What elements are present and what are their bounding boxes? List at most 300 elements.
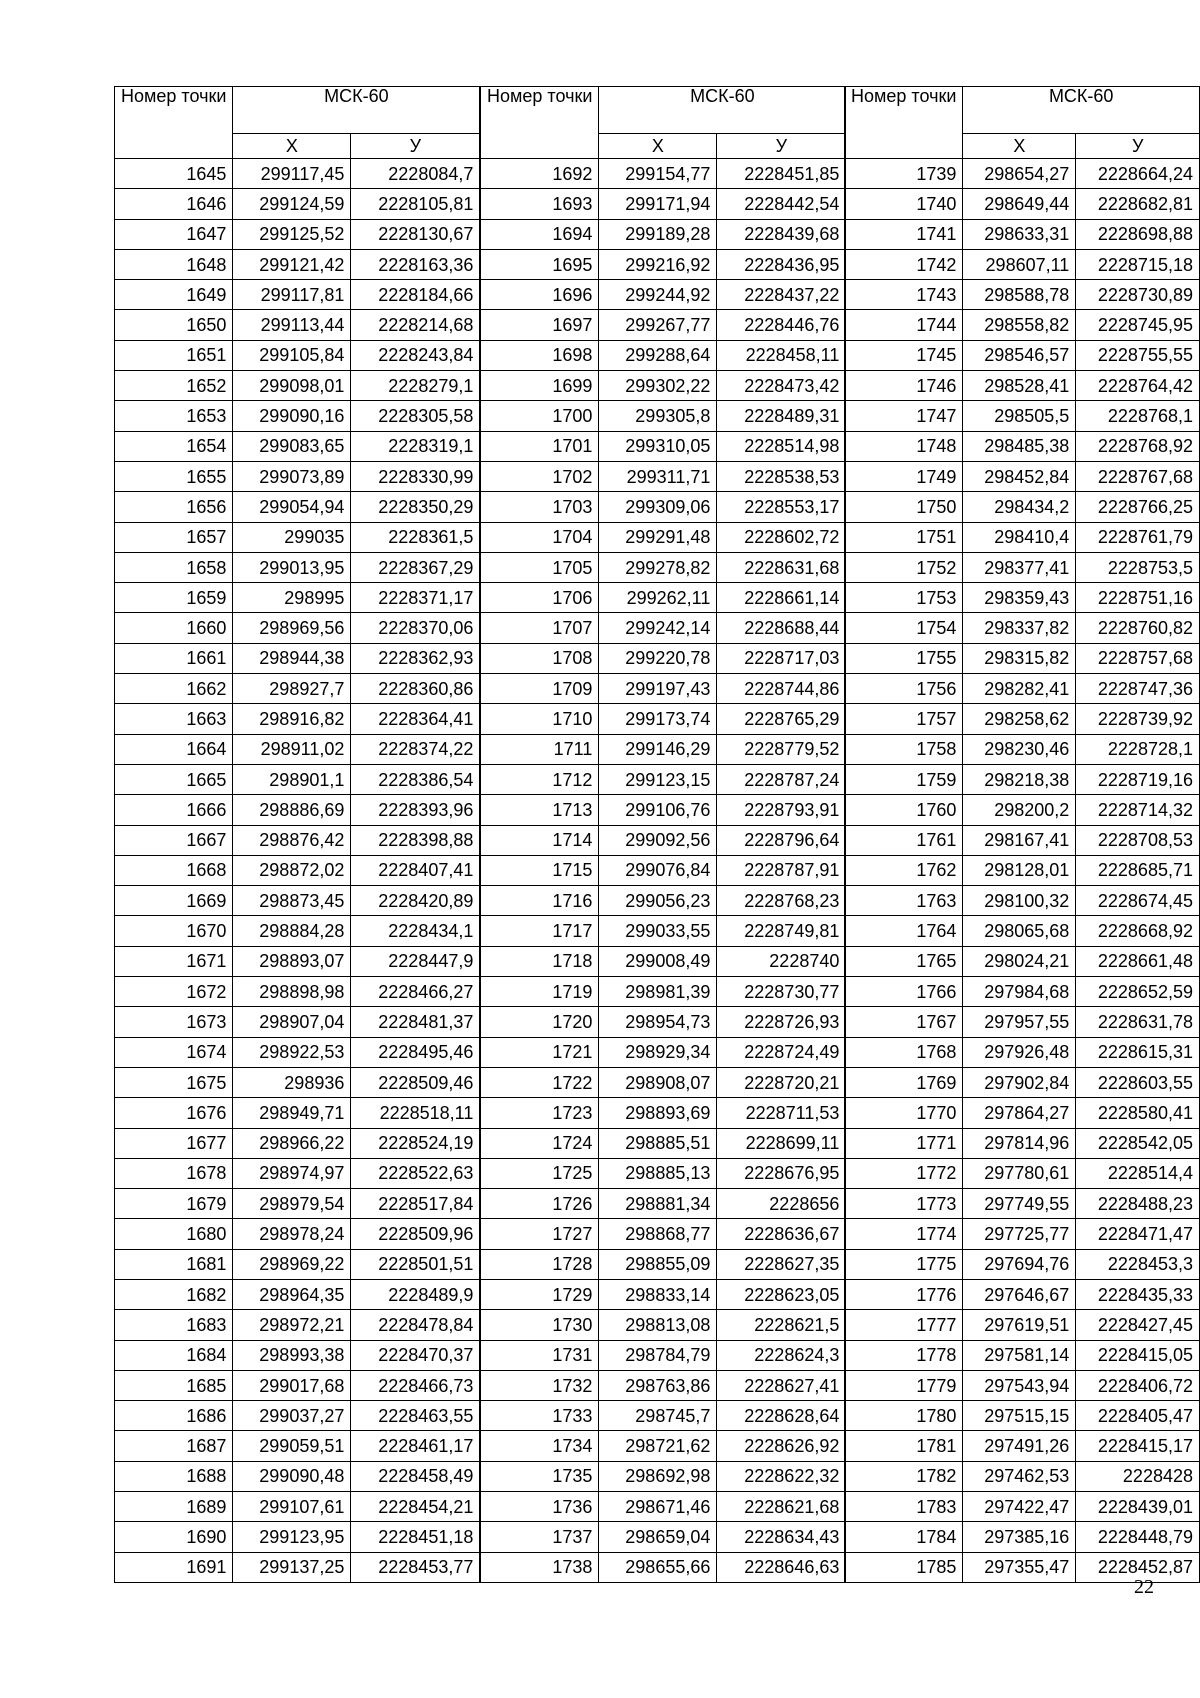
- table-row: [481, 1492, 846, 1522]
- point-number-cell: 1757: [845, 704, 963, 734]
- x-coordinate-cell: 298218,38: [963, 764, 1076, 794]
- point-number-cell: 1720: [481, 1007, 599, 1037]
- point-number-cell: 1659: [115, 583, 233, 613]
- coordinate-system-header: МСК-60: [233, 87, 480, 134]
- point-number-cell: 1733: [481, 1401, 599, 1431]
- y-coordinate-cell: 2228664,24: [1076, 159, 1200, 189]
- y-coordinate-cell: 2228360,86: [351, 674, 480, 704]
- y-coordinate-cell: 2228509,46: [351, 1067, 480, 1097]
- point-number-cell: 1687: [115, 1431, 233, 1461]
- table-row: [481, 249, 846, 279]
- y-coordinate-cell: 2228415,17: [1076, 1431, 1200, 1461]
- point-number-cell: 1783: [845, 1492, 963, 1522]
- y-coordinate-cell: 2228714,32: [1076, 795, 1200, 825]
- x-coordinate-cell: 298868,77: [599, 1219, 717, 1249]
- point-number-cell: 1667: [115, 825, 233, 855]
- x-coordinate-cell: 298721,62: [599, 1431, 717, 1461]
- x-coordinate-cell: 297957,55: [963, 1007, 1076, 1037]
- x-coordinate-cell: 299107,61: [233, 1492, 351, 1522]
- y-coordinate-cell: 2228461,17: [351, 1431, 480, 1461]
- table-row: [845, 916, 1200, 946]
- x-coordinate-cell: 298944,38: [233, 643, 351, 673]
- x-coordinate-cell: 299242,14: [599, 613, 717, 643]
- y-coordinate-cell: 2228350,29: [351, 492, 480, 522]
- y-coordinate-cell: 2228084,7: [351, 159, 480, 189]
- y-coordinate-cell: 2228407,41: [351, 855, 480, 885]
- x-coordinate-cell: 299098,01: [233, 371, 351, 401]
- y-coordinate-cell: 2228603,55: [1076, 1067, 1200, 1097]
- table-row: [845, 734, 1200, 764]
- point-number-cell: 1672: [115, 977, 233, 1007]
- x-coordinate-cell: 298410,4: [963, 522, 1076, 552]
- x-coordinate-cell: 297749,55: [963, 1189, 1076, 1219]
- point-number-cell: 1745: [845, 340, 963, 370]
- point-number-cell: 1738: [481, 1552, 599, 1582]
- x-coordinate-cell: 298884,28: [233, 916, 351, 946]
- table-row: [845, 431, 1200, 461]
- point-number-cell: 1653: [115, 401, 233, 431]
- table-row: [481, 189, 846, 219]
- y-coordinate-cell: 2228749,81: [717, 916, 846, 946]
- x-coordinate-cell: 299305,8: [599, 401, 717, 431]
- table-row: [115, 189, 480, 219]
- y-coordinate-cell: 2228699,11: [717, 1128, 846, 1158]
- point-number-cell: 1705: [481, 552, 599, 582]
- table-row: [481, 431, 846, 461]
- y-coordinate-cell: 2228501,51: [351, 1249, 480, 1279]
- table-row: [845, 159, 1200, 189]
- y-coordinate-cell: 2228767,68: [1076, 461, 1200, 491]
- y-coordinate-cell: 2228442,54: [717, 189, 846, 219]
- point-number-cell: 1677: [115, 1128, 233, 1158]
- table-row: [845, 340, 1200, 370]
- y-coordinate-cell: 2228319,1: [351, 431, 480, 461]
- x-coordinate-cell: 299037,27: [233, 1401, 351, 1431]
- table-row: [845, 704, 1200, 734]
- point-number-cell: 1782: [845, 1461, 963, 1491]
- table-row: [115, 492, 480, 522]
- y-coordinate-cell: 2228362,93: [351, 643, 480, 673]
- point-number-cell: 1648: [115, 249, 233, 279]
- table-row: [115, 1219, 480, 1249]
- y-coordinate-cell: 2228439,01: [1076, 1492, 1200, 1522]
- y-coordinate-cell: 2228243,84: [351, 340, 480, 370]
- point-number-cell: 1737: [481, 1522, 599, 1552]
- table-row: [481, 1401, 846, 1431]
- y-coordinate-cell: 2228434,1: [351, 916, 480, 946]
- table-row: [115, 795, 480, 825]
- x-coordinate-cell: 299124,59: [233, 189, 351, 219]
- coordinates-table-2: [480, 86, 846, 1583]
- y-coordinate-cell: 2228656: [717, 1189, 846, 1219]
- point-number-cell: 1753: [845, 583, 963, 613]
- x-coordinate-cell: 298966,22: [233, 1128, 351, 1158]
- point-number-cell: 1709: [481, 674, 599, 704]
- y-coordinate-cell: 2228720,21: [717, 1067, 846, 1097]
- y-coordinate-cell: 2228688,44: [717, 613, 846, 643]
- x-coordinate-cell: 297462,53: [963, 1461, 1076, 1491]
- x-coordinate-cell: 298981,39: [599, 977, 717, 1007]
- point-number-cell: 1708: [481, 643, 599, 673]
- table-row: [481, 1310, 846, 1340]
- table-row: [481, 310, 846, 340]
- table-row: [115, 764, 480, 794]
- table-row: [845, 1067, 1200, 1097]
- point-number-cell: 1761: [845, 825, 963, 855]
- table-row: [115, 1098, 480, 1128]
- point-number-cell: 1774: [845, 1219, 963, 1249]
- table-row: [115, 1249, 480, 1279]
- point-number-cell: 1680: [115, 1219, 233, 1249]
- x-column-header: Х: [963, 134, 1076, 159]
- y-coordinate-cell: 2228745,95: [1076, 310, 1200, 340]
- table-row: [481, 946, 846, 976]
- point-number-cell: 1711: [481, 734, 599, 764]
- y-coordinate-cell: 2228652,59: [1076, 977, 1200, 1007]
- table-row: [115, 1279, 480, 1309]
- y-coordinate-cell: 2228489,31: [717, 401, 846, 431]
- table-row: [115, 886, 480, 916]
- point-number-cell: 1669: [115, 886, 233, 916]
- table-row: [845, 1370, 1200, 1400]
- y-coordinate-cell: 2228747,36: [1076, 674, 1200, 704]
- y-coordinate-cell: 2228698,88: [1076, 219, 1200, 249]
- point-number-cell: 1656: [115, 492, 233, 522]
- x-coordinate-cell: 299105,84: [233, 340, 351, 370]
- table-row: [115, 280, 480, 310]
- y-coordinate-cell: 2228538,53: [717, 461, 846, 491]
- point-number-cell: 1767: [845, 1007, 963, 1037]
- x-coordinate-cell: 298922,53: [233, 1037, 351, 1067]
- point-number-cell: 1755: [845, 643, 963, 673]
- x-coordinate-cell: 299123,15: [599, 764, 717, 794]
- point-number-cell: 1778: [845, 1340, 963, 1370]
- point-number-cell: 1777: [845, 1310, 963, 1340]
- y-coordinate-cell: 2228621,5: [717, 1310, 846, 1340]
- x-coordinate-cell: 298258,62: [963, 704, 1076, 734]
- x-coordinate-cell: 298969,22: [233, 1249, 351, 1279]
- table-row: [845, 977, 1200, 1007]
- y-column-header: У: [1076, 134, 1200, 159]
- table-row: [115, 704, 480, 734]
- x-coordinate-cell: 298954,73: [599, 1007, 717, 1037]
- point-number-cell: 1716: [481, 886, 599, 916]
- x-coordinate-cell: 298654,27: [963, 159, 1076, 189]
- point-number-cell: 1756: [845, 674, 963, 704]
- point-number-cell: 1684: [115, 1340, 233, 1370]
- x-coordinate-cell: 299220,78: [599, 643, 717, 673]
- table-row: [115, 1492, 480, 1522]
- point-number-cell: 1706: [481, 583, 599, 613]
- x-coordinate-cell: 298893,69: [599, 1098, 717, 1128]
- point-number-cell: 1721: [481, 1037, 599, 1067]
- x-coordinate-cell: 299083,65: [233, 431, 351, 461]
- table-row: [481, 583, 846, 613]
- table-row: [845, 461, 1200, 491]
- point-number-cell: 1741: [845, 219, 963, 249]
- table-row: [115, 371, 480, 401]
- table-row: [845, 1431, 1200, 1461]
- point-number-cell: 1749: [845, 461, 963, 491]
- x-coordinate-cell: 298881,34: [599, 1189, 717, 1219]
- x-coordinate-cell: 298978,24: [233, 1219, 351, 1249]
- y-coordinate-cell: 2228105,81: [351, 189, 480, 219]
- y-coordinate-cell: 2228509,96: [351, 1219, 480, 1249]
- y-coordinate-cell: 2228755,55: [1076, 340, 1200, 370]
- point-number-cell: 1759: [845, 764, 963, 794]
- point-number-cell: 1695: [481, 249, 599, 279]
- y-coordinate-cell: 2228724,49: [717, 1037, 846, 1067]
- y-coordinate-cell: 2228453,3: [1076, 1249, 1200, 1279]
- table-row: [481, 401, 846, 431]
- table-row: [845, 522, 1200, 552]
- table-row: [481, 1461, 846, 1491]
- table-row: [845, 249, 1200, 279]
- point-number-cell: 1728: [481, 1249, 599, 1279]
- x-coordinate-cell: 298901,1: [233, 764, 351, 794]
- x-coordinate-cell: 299146,29: [599, 734, 717, 764]
- coordinate-system-header: МСК-60: [963, 87, 1200, 134]
- table-row: [115, 1158, 480, 1188]
- x-coordinate-cell: 299013,95: [233, 552, 351, 582]
- point-number-cell: 1710: [481, 704, 599, 734]
- x-coordinate-cell: 297694,76: [963, 1249, 1076, 1279]
- point-number-cell: 1763: [845, 886, 963, 916]
- table-row: [115, 461, 480, 491]
- y-coordinate-cell: 2228279,1: [351, 371, 480, 401]
- table-row: [845, 825, 1200, 855]
- x-coordinate-cell: 298485,38: [963, 431, 1076, 461]
- table-row: [845, 1128, 1200, 1158]
- x-coordinate-cell: 298995: [233, 583, 351, 613]
- table-row: [845, 613, 1200, 643]
- x-coordinate-cell: 297385,16: [963, 1522, 1076, 1552]
- y-coordinate-cell: 2228163,36: [351, 249, 480, 279]
- point-number-cell: 1651: [115, 340, 233, 370]
- y-coordinate-cell: 2228428: [1076, 1461, 1200, 1491]
- point-number-header: Номер точки: [481, 87, 599, 159]
- table-row: [481, 1158, 846, 1188]
- y-coordinate-cell: 2228668,92: [1076, 916, 1200, 946]
- table-row: [481, 795, 846, 825]
- x-column-header: Х: [599, 134, 717, 159]
- table-row: [115, 674, 480, 704]
- x-coordinate-cell: 298282,41: [963, 674, 1076, 704]
- x-coordinate-cell: 298745,7: [599, 1401, 717, 1431]
- point-number-cell: 1743: [845, 280, 963, 310]
- x-coordinate-cell: 299076,84: [599, 855, 717, 885]
- y-coordinate-cell: 2228768,92: [1076, 431, 1200, 461]
- x-coordinate-cell: 299113,44: [233, 310, 351, 340]
- point-number-cell: 1715: [481, 855, 599, 885]
- x-coordinate-cell: 298885,13: [599, 1158, 717, 1188]
- coordinates-table-3: [844, 86, 1200, 1583]
- x-coordinate-cell: 298588,78: [963, 280, 1076, 310]
- table-row: [481, 219, 846, 249]
- table-row: [115, 946, 480, 976]
- y-column-header: У: [351, 134, 480, 159]
- point-number-cell: 1752: [845, 552, 963, 582]
- point-number-cell: 1772: [845, 1158, 963, 1188]
- point-number-cell: 1775: [845, 1249, 963, 1279]
- table-row: [845, 1340, 1200, 1370]
- table-row: [115, 583, 480, 613]
- table-row: [481, 643, 846, 673]
- y-coordinate-cell: 2228751,16: [1076, 583, 1200, 613]
- point-number-cell: 1785: [845, 1552, 963, 1582]
- x-coordinate-cell: 299173,74: [599, 704, 717, 734]
- point-number-cell: 1678: [115, 1158, 233, 1188]
- point-number-cell: 1670: [115, 916, 233, 946]
- point-number-cell: 1660: [115, 613, 233, 643]
- table-row: [115, 431, 480, 461]
- x-coordinate-cell: 299137,25: [233, 1552, 351, 1582]
- point-number-cell: 1699: [481, 371, 599, 401]
- x-coordinate-cell: 298505,5: [963, 401, 1076, 431]
- table-row: [115, 1461, 480, 1491]
- table-row: [481, 1552, 846, 1582]
- y-coordinate-cell: 2228470,37: [351, 1340, 480, 1370]
- x-coordinate-cell: 297543,94: [963, 1370, 1076, 1400]
- y-coordinate-cell: 2228386,54: [351, 764, 480, 794]
- y-coordinate-cell: 2228760,82: [1076, 613, 1200, 643]
- x-coordinate-cell: 298927,7: [233, 674, 351, 704]
- x-coordinate-cell: 297984,68: [963, 977, 1076, 1007]
- y-coordinate-cell: 2228522,63: [351, 1158, 480, 1188]
- y-coordinate-cell: 2228305,58: [351, 401, 480, 431]
- x-coordinate-cell: 299288,64: [599, 340, 717, 370]
- y-coordinate-cell: 2228580,41: [1076, 1098, 1200, 1128]
- y-coordinate-cell: 2228330,99: [351, 461, 480, 491]
- table-row: [115, 1340, 480, 1370]
- point-number-cell: 1769: [845, 1067, 963, 1097]
- table-row: [481, 1340, 846, 1370]
- y-coordinate-cell: 2228393,96: [351, 795, 480, 825]
- point-number-cell: 1696: [481, 280, 599, 310]
- point-number-cell: 1776: [845, 1279, 963, 1309]
- table-row: [115, 613, 480, 643]
- point-number-cell: 1765: [845, 946, 963, 976]
- table-row: [845, 583, 1200, 613]
- y-coordinate-cell: 2228787,24: [717, 764, 846, 794]
- x-coordinate-cell: 298972,21: [233, 1310, 351, 1340]
- point-number-cell: 1730: [481, 1310, 599, 1340]
- table-row: [845, 552, 1200, 582]
- x-coordinate-cell: 298898,98: [233, 977, 351, 1007]
- y-coordinate-cell: 2228451,18: [351, 1522, 480, 1552]
- table-row: [845, 1310, 1200, 1340]
- point-number-cell: 1689: [115, 1492, 233, 1522]
- y-coordinate-cell: 2228473,42: [717, 371, 846, 401]
- x-coordinate-cell: 298964,35: [233, 1279, 351, 1309]
- point-number-cell: 1744: [845, 310, 963, 340]
- x-coordinate-cell: 298876,42: [233, 825, 351, 855]
- x-coordinate-cell: 298167,41: [963, 825, 1076, 855]
- point-number-cell: 1729: [481, 1279, 599, 1309]
- table-row: [481, 704, 846, 734]
- x-coordinate-cell: 299090,16: [233, 401, 351, 431]
- table-row: [845, 674, 1200, 704]
- point-number-cell: 1682: [115, 1279, 233, 1309]
- y-coordinate-cell: 2228661,14: [717, 583, 846, 613]
- point-number-cell: 1764: [845, 916, 963, 946]
- x-coordinate-cell: 298452,84: [963, 461, 1076, 491]
- point-number-cell: 1703: [481, 492, 599, 522]
- y-coordinate-cell: 2228764,42: [1076, 371, 1200, 401]
- x-coordinate-cell: 297725,77: [963, 1219, 1076, 1249]
- x-coordinate-cell: 299054,94: [233, 492, 351, 522]
- point-number-cell: 1663: [115, 704, 233, 734]
- point-number-cell: 1697: [481, 310, 599, 340]
- table-row: [115, 249, 480, 279]
- point-number-cell: 1693: [481, 189, 599, 219]
- x-coordinate-cell: 299017,68: [233, 1370, 351, 1400]
- point-number-cell: 1739: [845, 159, 963, 189]
- y-coordinate-cell: 2228478,84: [351, 1310, 480, 1340]
- y-coordinate-cell: 2228796,64: [717, 825, 846, 855]
- point-number-cell: 1780: [845, 1401, 963, 1431]
- table-row: [845, 189, 1200, 219]
- point-number-cell: 1650: [115, 310, 233, 340]
- table-row: [845, 1249, 1200, 1279]
- y-coordinate-cell: 2228711,53: [717, 1098, 846, 1128]
- x-column-header: Х: [233, 134, 351, 159]
- point-number-header: Номер точки: [845, 87, 963, 159]
- table-row: [845, 1522, 1200, 1552]
- x-coordinate-cell: 297581,14: [963, 1340, 1076, 1370]
- table-row: [481, 613, 846, 643]
- x-coordinate-cell: 299117,81: [233, 280, 351, 310]
- table-row: [481, 734, 846, 764]
- point-number-cell: 1668: [115, 855, 233, 885]
- x-coordinate-cell: 299244,92: [599, 280, 717, 310]
- x-coordinate-cell: 298993,38: [233, 1340, 351, 1370]
- x-coordinate-cell: 298434,2: [963, 492, 1076, 522]
- y-coordinate-cell: 2228463,55: [351, 1401, 480, 1431]
- table-row: [845, 280, 1200, 310]
- y-coordinate-cell: 2228740: [717, 946, 846, 976]
- x-coordinate-cell: 299008,49: [599, 946, 717, 976]
- x-coordinate-cell: 298692,98: [599, 1461, 717, 1491]
- point-number-cell: 1657: [115, 522, 233, 552]
- x-coordinate-cell: 298607,11: [963, 249, 1076, 279]
- point-number-cell: 1779: [845, 1370, 963, 1400]
- y-coordinate-cell: 2228370,06: [351, 613, 480, 643]
- y-coordinate-cell: 2228765,29: [717, 704, 846, 734]
- point-number-cell: 1724: [481, 1128, 599, 1158]
- x-coordinate-cell: 299125,52: [233, 219, 351, 249]
- x-coordinate-cell: 298230,46: [963, 734, 1076, 764]
- table-row: [481, 764, 846, 794]
- point-number-cell: 1768: [845, 1037, 963, 1067]
- x-coordinate-cell: 299121,42: [233, 249, 351, 279]
- y-coordinate-cell: 2228489,9: [351, 1279, 480, 1309]
- table-row: [481, 552, 846, 582]
- y-coordinate-cell: 2228739,92: [1076, 704, 1200, 734]
- point-number-cell: 1712: [481, 764, 599, 794]
- table-row: [845, 310, 1200, 340]
- x-coordinate-cell: 298886,69: [233, 795, 351, 825]
- x-coordinate-cell: 297780,61: [963, 1158, 1076, 1188]
- x-coordinate-cell: 298671,46: [599, 1492, 717, 1522]
- point-number-cell: 1760: [845, 795, 963, 825]
- y-coordinate-cell: 2228793,91: [717, 795, 846, 825]
- x-coordinate-cell: 298649,44: [963, 189, 1076, 219]
- x-coordinate-cell: 298128,01: [963, 855, 1076, 885]
- y-coordinate-cell: 2228518,11: [351, 1098, 480, 1128]
- point-number-cell: 1717: [481, 916, 599, 946]
- y-coordinate-cell: 2228682,81: [1076, 189, 1200, 219]
